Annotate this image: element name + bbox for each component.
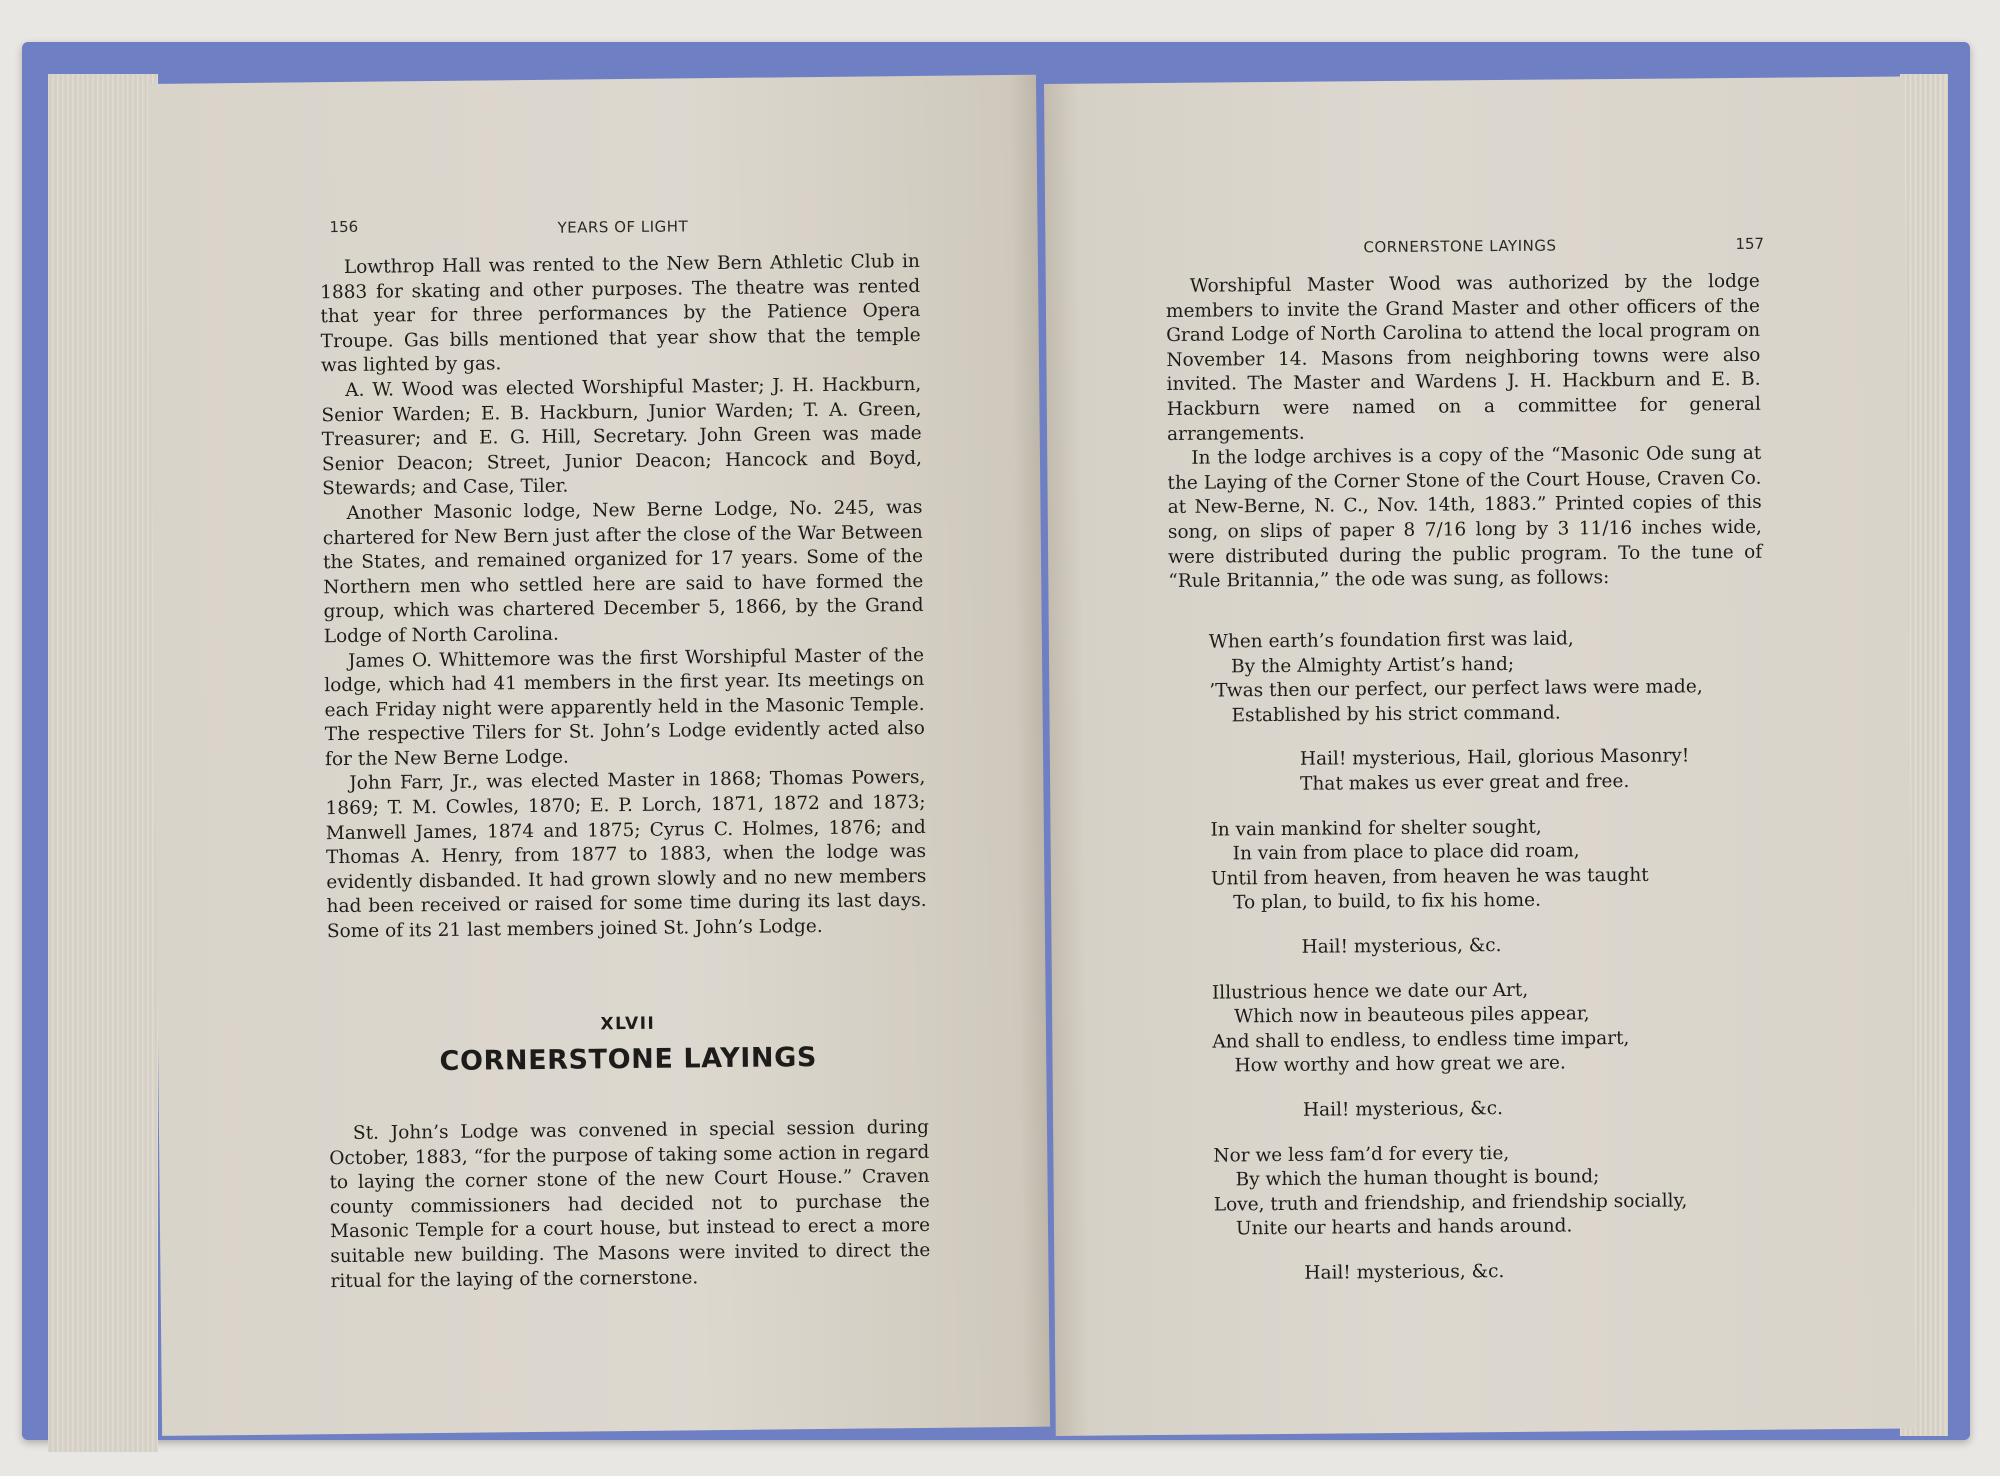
chapter-title: CORNERSTONE LAYINGS xyxy=(439,1042,818,1077)
poem-chorus xyxy=(1213,1095,1773,1124)
paragraph: St. John’s Lodge was convened in special session during October, 1883, “for the purpose of taking some action in regard to laying the corner stone of the new Court House.” Craven county commissioners had decided not to purchase the Masonic Temple for a court house, but instead to erect a more suitable new building. The Masons were invited to direct the ritual for the laying of the cornerstone. xyxy=(329,1116,931,1292)
chapter-body-text xyxy=(329,1116,931,1294)
poem-chorus xyxy=(1210,744,1770,798)
poem-line: Hail! mysterious, &c. xyxy=(1302,1097,1504,1121)
poem-line: In vain mankind for shelter sought, xyxy=(1210,816,1542,841)
left-body-text xyxy=(320,250,927,945)
poem-line: Unite our hearts and hands around. xyxy=(1235,1215,1573,1240)
poem-line: To plan, to build, to fix his home. xyxy=(1233,890,1542,914)
left-running-head: YEARS OF LIGHT xyxy=(557,217,689,237)
poem-line: Which now in beauteous piles appear, xyxy=(1234,1003,1590,1028)
poem-line: Until from heaven, from heaven he was taught xyxy=(1210,864,1649,890)
poem-stanza xyxy=(1212,976,1773,1079)
poem-stanza xyxy=(1209,626,1770,729)
poem-line: How worthy and how great we are. xyxy=(1234,1052,1566,1077)
poem-line: By the Almighty Artist’s hand; xyxy=(1230,653,1515,677)
paragraph: John Farr, Jr., was elected Master in 1868; Thomas Powers, 1869; T. M. Cowles, 1870; E. P. Lorch, 1871, 1872 and 1873; Manwell James, 1874 and 1875; Cyrus C. Holmes, 1876; and Thomas A. Henry, from 1877 to 1883, when the lodge was evidently disbanded. It had grown slowly and no new members had been received or raised for some time during its last days. Some of its 21 last members joined St. John’s Lodge. xyxy=(325,767,927,943)
chapter-heading xyxy=(328,1011,929,1107)
poem-line: ’Twas then our perfect, our perfect laws were made, xyxy=(1209,676,1703,702)
masonic-ode xyxy=(1209,626,1775,1307)
poem-line: In vain from place to place did roam, xyxy=(1232,840,1580,865)
paragraph: Another Masonic lodge, New Berne Lodge, No. 245, was chartered for New Bern just after the close of the War Between the States, and remained organized for 17 years. Some of the Northern men who settled here are said to have formed the group, which was chartered December 5, 1866, by the Grand Lodge of North Carolina. xyxy=(322,496,924,648)
poem-line: Hail! mysterious, &c. xyxy=(1304,1260,1505,1284)
poem-chorus xyxy=(1214,1258,1774,1287)
poem-line: That makes us ever great and free. xyxy=(1300,770,1630,795)
right-body-text xyxy=(1166,270,1763,595)
right-running-head: CORNERSTONE LAYINGS xyxy=(1363,236,1557,257)
poem-line: When earth’s foundation first was laid, xyxy=(1208,628,1574,653)
chapter-number: XLVII xyxy=(600,1013,656,1035)
left-page xyxy=(148,75,1050,1436)
poem-line: Illustrious hence we date our Art, xyxy=(1211,979,1529,1004)
paragraph: Lowthrop Hall was rented to the New Bern Athletic Club in 1883 for skating and other purposes. The theatre was rented that year for three performances by the Patience Opera Troupe. Gas bills mentioned that year show that the temple was lighted by gas. xyxy=(320,250,921,377)
page-edges-left xyxy=(48,74,158,1452)
poem-line: Hail! mysterious, &c. xyxy=(1301,934,1502,958)
poem-chorus xyxy=(1211,932,1771,961)
poem-line: Hail! mysterious, Hail, glorious Masonry! xyxy=(1299,745,1690,771)
poem-stanza xyxy=(1213,1139,1774,1242)
paragraph: A. W. Wood was elected Worshipful Master; J. H. Hackburn, Senior Warden; E. B. Hackburn, Junior Warden; T. A. Green, Treasurer; and E. G. Hill, Secretary. John Green was made Senior Deacon; Street, Junior Deacon; Hancock and Boyd, Stewards; and Case, Tiler. xyxy=(321,373,923,500)
poem-line: Love, truth and friendship, and friendship socially, xyxy=(1213,1190,1688,1216)
paragraph: James O. Whittemore was the first Worshipful Master of the lodge, which had 41 members in the first year. Its meetings on each Friday night were apparently held in the Masonic Temple. The respective Tilers for St. John’s Lodge evidently acted also for the New Berne Lodge. xyxy=(324,644,925,771)
paragraph: Worshipful Master Wood was authorized by the lodge members to invite the Grand Master and other officers of the Grand Lodge of North Carolina to attend the local program on November 14. Masons from neighboring towns were also invited. The Master and Wardens J. H. Hackburn and E. B. Hackburn were named on a committee for general arrangements. xyxy=(1165,270,1761,445)
poem-line: By which the human thought is bound; xyxy=(1235,1166,1600,1191)
right-page xyxy=(1044,76,1916,1435)
right-page-number: 157 xyxy=(1735,234,1765,253)
poem-line: Nor we less fam’d for every tie, xyxy=(1213,1142,1510,1167)
left-page-number: 156 xyxy=(329,217,359,237)
poem-stanza xyxy=(1210,813,1771,916)
poem-line: And shall to endless, to endless time impart, xyxy=(1212,1027,1630,1053)
poem-line: Established by his strict command. xyxy=(1231,702,1561,727)
paragraph: In the lodge archives is a copy of the “Masonic Ode sung at the Laying of the Corner Stone of the Court House, Craven Co. at New-Berne, N. C., Nov. 14th, 1883.” Printed copies of this song, on slips of paper 8 7/16 long by 3 11/16 inches wide, were distributed during the public program. To the tune of “Rule Britannia,” the ode was sung, as follows: xyxy=(1167,442,1763,593)
